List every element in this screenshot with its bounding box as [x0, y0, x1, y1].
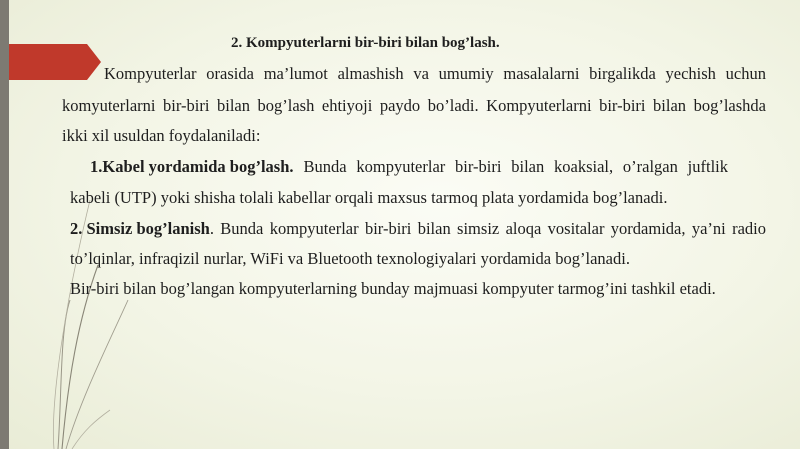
- item-2-text-1: . Bunda kompyuterlar bir-biri bilan simsiz aloqa vositalar yordamida, ya’ni radio: [209, 219, 766, 238]
- item-2-line-1: [70, 219, 766, 239]
- red-arrow-tab: [9, 44, 101, 80]
- item-2-line-2: to’lqinlar, infraqizil nurlar, WiFi va Bluetooth texnologiyalari yordamida bog’lanadi.: [70, 249, 630, 268]
- intro-line-1: Kompyuterlar orasida ma’lumot almashish va umumiy masalalarni birgalikda yechish uchun: [104, 64, 766, 83]
- item-2-heading: 2. Simsiz bog’lanish: [70, 219, 210, 238]
- item-1-heading: 1.Kabel yordamida bog’lash.: [90, 157, 294, 176]
- slide-title: 2. Kompyuterlarni bir-biri bilan bog’lash.: [231, 35, 500, 51]
- item-1-line-1: [90, 157, 728, 177]
- item-1-text-1: Bunda kompyuterlar bir-biri bilan koaksial, o’ralgan juftlik: [303, 157, 728, 176]
- intro-line-2: komyuterlarni bir-biri bilan bog’lash ehtiyoji paydo bo’ladi. Kompyuterlarni bir-biri bilan bog’lashda: [62, 96, 766, 115]
- intro-line-3: ikki xil usuldan foydalaniladi:: [62, 126, 261, 145]
- conclusion-text: Bir-biri bilan bog’langan kompyuterlarning bunday majmuasi kompyuter tarmog’ini tashkil etadi.: [70, 279, 716, 298]
- slide-side-bar: [0, 0, 9, 449]
- item-1-line-2: kabeli (UTP) yoki shisha tolali kabellar orqali maxsus tarmoq plata yordamida bog’lanadi.: [70, 188, 668, 207]
